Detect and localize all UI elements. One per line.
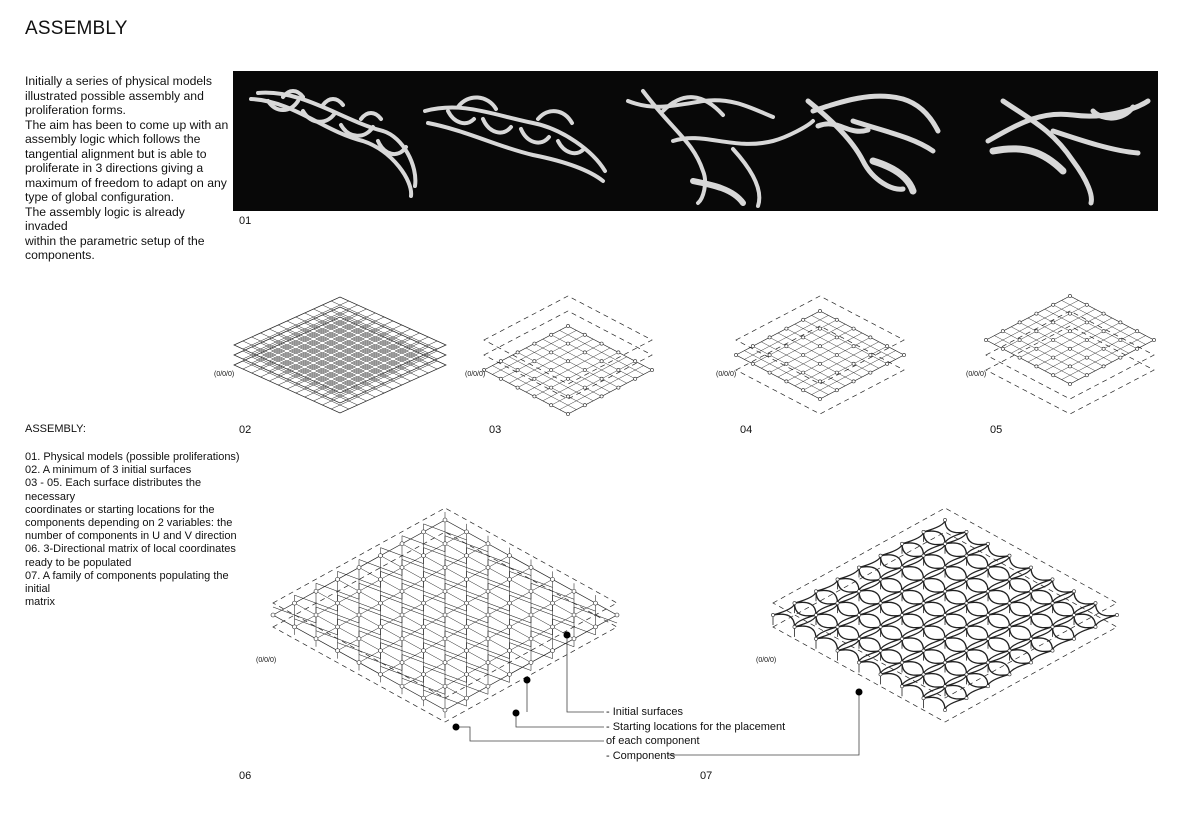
legend-line: 01. Physical models (possible proliferations) bbox=[25, 451, 240, 463]
assembly-legend bbox=[25, 451, 240, 609]
intro-line: type of global configuration. bbox=[25, 190, 175, 204]
intro-line: The assembly logic is already invaded bbox=[25, 204, 185, 233]
legend-line: 06. 3-Directional matrix of local coordinates bbox=[25, 543, 236, 556]
figure-label-02: 02 bbox=[239, 424, 252, 436]
origin-label-06: (0/0/0) bbox=[256, 657, 277, 664]
legend-line: coordinates or starting locations for the bbox=[25, 503, 215, 516]
intro-line: Initially a series of physical models bbox=[25, 74, 212, 88]
intro-line: within the parametric setup of the bbox=[25, 233, 205, 248]
origin-label-04: (0/0/0) bbox=[716, 371, 737, 378]
legend-line: 03 - 05. Each surface distributes the necessary bbox=[25, 477, 202, 503]
page-title: ASSEMBLY bbox=[25, 18, 128, 39]
legend-line: 07. A family of components populating the initial bbox=[25, 569, 229, 596]
origin-label-07: (0/0/0) bbox=[756, 657, 777, 664]
callout-initial-surfaces: - Initial surfaces bbox=[606, 706, 684, 718]
figure-label-03: 03 bbox=[489, 424, 502, 436]
legend-line: 02. A minimum of 3 initial surfaces bbox=[25, 464, 192, 477]
assembly-heading: ASSEMBLY: bbox=[25, 423, 86, 435]
diagram-02-initial-surfaces bbox=[234, 297, 446, 413]
diagram-03-surface-points bbox=[482, 296, 653, 416]
diagram-05-surface-points bbox=[984, 294, 1155, 414]
legend-line: components depending on 2 variables: the bbox=[25, 517, 233, 530]
origin-label-02: (0/0/0) bbox=[214, 371, 235, 378]
figure-label-05: 05 bbox=[990, 424, 1003, 436]
intro-line: maximum of freedom to adapt on any bbox=[25, 175, 227, 190]
legend-line: matrix bbox=[25, 596, 55, 609]
figure-label-06: 06 bbox=[239, 770, 252, 782]
intro-line: proliferate in 3 directions giving a bbox=[25, 161, 204, 175]
origin-label-05: (0/0/0) bbox=[966, 371, 987, 378]
callout-starting-locations-cont: of each component bbox=[606, 735, 700, 747]
figure-label-01: 01 bbox=[239, 215, 252, 227]
diagram-04-surface-points bbox=[734, 296, 905, 414]
figure-label-07: 07 bbox=[700, 770, 713, 782]
intro-line: illustrated possible assembly and bbox=[25, 88, 204, 103]
intro-line: tangential alignment but is able to bbox=[25, 146, 207, 161]
callout-starting-locations: - Starting locations for the placement bbox=[606, 720, 786, 733]
intro-line: components. bbox=[25, 248, 95, 262]
callout-legend bbox=[606, 705, 785, 763]
intro-line: The aim has been to come up with an bbox=[25, 117, 229, 132]
figure-label-04: 04 bbox=[740, 424, 753, 436]
legend-line: ready to be populated bbox=[25, 556, 132, 569]
callout-components: - Components bbox=[606, 749, 676, 762]
diagram-07-components bbox=[771, 508, 1118, 722]
intro-line: proliferation forms. bbox=[25, 103, 126, 117]
intro-line: assembly logic which follows the bbox=[25, 132, 201, 146]
legend-line: number of components in U and V direction bbox=[25, 530, 237, 543]
origin-label-03: (0/0/0) bbox=[465, 371, 486, 378]
